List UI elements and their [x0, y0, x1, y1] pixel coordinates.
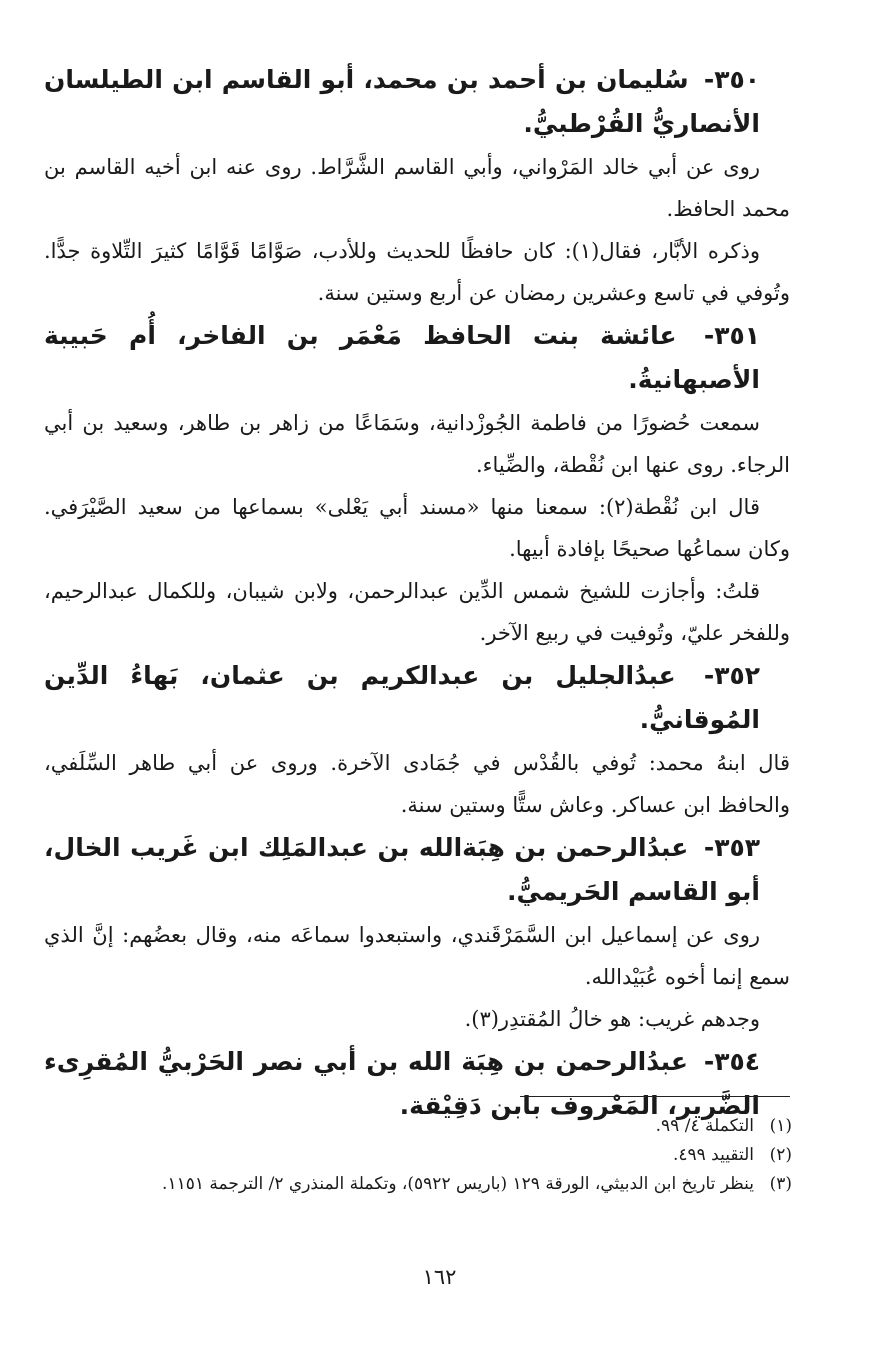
entry-paragraph: قال ابن نُقْطة(٢): سمعنا منها «مسند أبي يَعْلى» بسماعها من سعيد الصَّيْرَفي. وكان سماعُها صحيحًا بإفادة أبيها. — [44, 495, 790, 561]
footnote-divider — [520, 1096, 790, 1097]
footnote-mark: (٢) — [769, 1145, 792, 1165]
entry-paragraph: وذكره الأبَّار، فقال(١): كان حافظًا للحديث وللأدب، صَوَّامًا قَوَّامًا كثيرَ التِّلاوة جدًّا. وتُوفي في تاسع وعشرين رمضان عن أربع وستين سنة. — [44, 239, 790, 305]
entry-number: ٣٥١- — [703, 321, 760, 350]
entry-title: عبدُالرحمن بن هِبَةالله بن عبدالمَلِك ابن غَريب الخال، أبو القاسم الحَريميُّ. — [44, 833, 760, 906]
entry-paragraph: روى عن أبي خالد المَرْواني، وأبي القاسم الشَّرَّاط. روى عنه ابن أخيه القاسم بن محمد الحافظ. — [44, 155, 790, 221]
footnotes — [44, 1112, 792, 1199]
entry-heading — [44, 654, 790, 742]
page-body — [44, 58, 790, 1128]
entry-paragraph: وجدهم غريب: هو خالُ المُقتدِر(٣). — [464, 1007, 760, 1031]
entry-title: عبدُالجليل بن عبدالكريم بن عثمان، بَهاءُ الدِّين المُوقانيُّ. — [44, 661, 760, 734]
entry-number: ٣٥٢- — [703, 661, 760, 690]
footnote-text: التكملة ٤/ ٩٩. — [655, 1116, 754, 1136]
entry-heading — [44, 826, 790, 914]
entry-title: سُليمان بن أحمد بن محمد، أبو القاسم ابن الطيلسان الأنصاريُّ القُرْطبيُّ. — [44, 65, 760, 138]
footnote — [44, 1112, 792, 1141]
entry-paragraph: قلتُ: وأجازت للشيخ شمس الدِّين عبدالرحمن، ولابن شيبان، وللكمال عبدالرحيم، وللفخر عليّ، وتُوفيت في ربيع الآخر. — [44, 579, 790, 645]
footnote-mark: (٣) — [769, 1174, 792, 1194]
entry-title: عائشة بنت الحافظ مَعْمَر بن الفاخر، أُم حَبيبة الأصبهانيةُ. — [44, 321, 760, 394]
entry-number: ٣٥٤- — [703, 1047, 760, 1076]
footnote-text: التقييد ٤٩٩. — [672, 1145, 754, 1165]
entry-number: ٣٥٠- — [703, 65, 760, 94]
entry-paragraph: روى عن إسماعيل ابن السَّمَرْقَندي، واستبعدوا سماعَه منه، وقال بعضُهم: إنَّ الذي سمع إنما أخوه عُبَيْدالله. — [44, 923, 790, 989]
entry-title: عبدُالرحمن بن هِبَة الله بن أبي نصر الحَرْبيُّ المُقرِىء الضَّرير، المَعْروف بابن دَقِيْقة. — [44, 1047, 760, 1120]
footnote — [44, 1170, 792, 1199]
entry-number: ٣٥٣- — [703, 833, 760, 862]
footnote-text: ينظر تاريخ ابن الدبيثي، الورقة ١٢٩ (باريس ٥٩٢٢)، وتكملة المنذري ٢/ الترجمة ١١٥١. — [162, 1174, 754, 1194]
page-number: ١٦٢ — [422, 1265, 457, 1289]
entry-paragraph: قال ابنهُ محمد: تُوفي بالقُدْس في جُمَادى الآخرة. وروى عن أبي طاهر السِّلَفي، والحافظ ابن عساكر. وعاش ستًّا وستين سنة. — [44, 751, 790, 817]
entry-heading — [44, 314, 790, 402]
entry-paragraph: سمعت حُضورًا من فاطمة الجُوزْدانية، وسَمَاعًا من زاهر بن طاهر، وسعيد بن أبي الرجاء. روى عنها ابن نُقْطة، والضِّياء. — [44, 411, 790, 477]
footnote — [44, 1141, 792, 1170]
footnote-mark: (١) — [769, 1116, 792, 1136]
entry-heading — [44, 58, 790, 146]
